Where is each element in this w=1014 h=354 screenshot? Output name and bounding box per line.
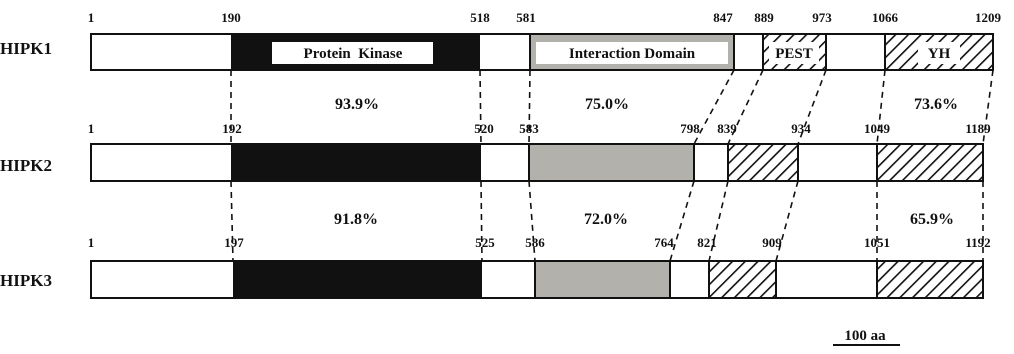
position-label: 973 bbox=[812, 10, 832, 25]
position-label: 1051 bbox=[864, 235, 890, 250]
protein-name: HIPK3 bbox=[0, 271, 52, 290]
connector-line bbox=[728, 70, 763, 144]
connector-line bbox=[776, 181, 798, 261]
protein-row-hipk2 bbox=[0, 144, 983, 181]
identity-interaction-hipk1-hipk2: 75.0% bbox=[585, 96, 629, 113]
position-label: 839 bbox=[717, 121, 737, 136]
protein-name: HIPK1 bbox=[0, 39, 52, 58]
identity-yh-hipk2-hipk3: 65.9% bbox=[910, 211, 954, 228]
kinase-domain bbox=[233, 261, 482, 298]
position-label: 518 bbox=[470, 10, 490, 25]
scale-bar-label: 100 aa bbox=[844, 328, 886, 344]
interaction-domain bbox=[535, 261, 670, 298]
protein-name: HIPK2 bbox=[0, 156, 52, 175]
positions-hipk2 bbox=[88, 121, 991, 136]
kinase-domain bbox=[231, 144, 481, 181]
pest-domain bbox=[709, 261, 776, 298]
position-label: 1 bbox=[87, 121, 95, 136]
identity-interaction-hipk2-hipk3: 72.0% bbox=[584, 211, 628, 228]
connector-line bbox=[709, 181, 728, 261]
position-label: 798 bbox=[680, 121, 700, 136]
position-label: 192 bbox=[222, 121, 242, 136]
position-label: 586 bbox=[525, 235, 545, 250]
kinase-label: Protein Kinase bbox=[303, 46, 403, 62]
yh-domain bbox=[877, 261, 983, 298]
position-label: 847 bbox=[713, 10, 733, 25]
identity-kinase-hipk1-hipk2: 93.9% bbox=[335, 96, 379, 113]
position-label: 1 bbox=[87, 235, 95, 250]
position-label: 1049 bbox=[864, 121, 890, 136]
position-label: 889 bbox=[754, 10, 774, 25]
identity-kinase-hipk2-hipk3: 91.8% bbox=[334, 211, 378, 228]
connector-line bbox=[481, 181, 482, 261]
position-label: 1192 bbox=[965, 235, 991, 250]
yh-label: YH bbox=[927, 46, 951, 62]
position-label: 197 bbox=[224, 235, 244, 250]
position-label: 821 bbox=[697, 235, 717, 250]
position-label: 1066 bbox=[872, 10, 898, 25]
position-label: 190 bbox=[221, 10, 241, 25]
interaction-label: Interaction Domain bbox=[568, 46, 696, 62]
position-label: 909 bbox=[762, 235, 782, 250]
protein-row-hipk1 bbox=[0, 34, 993, 70]
positions-hipk3 bbox=[88, 235, 991, 250]
protein-row-hipk3 bbox=[0, 261, 983, 298]
pest-domain bbox=[728, 144, 798, 181]
yh-domain bbox=[877, 144, 983, 181]
positions-hipk1 bbox=[88, 10, 1002, 25]
position-label: 581 bbox=[516, 10, 536, 25]
position-label: 520 bbox=[474, 121, 494, 136]
position-label: 1209 bbox=[975, 10, 1001, 25]
connector-line bbox=[798, 70, 826, 144]
position-label: 525 bbox=[475, 235, 495, 250]
position-label: 764 bbox=[654, 235, 674, 250]
connector-line bbox=[670, 181, 694, 261]
position-label: 1 bbox=[87, 10, 95, 25]
identity-yh-hipk1-hipk2: 73.6% bbox=[914, 96, 958, 113]
position-label: 583 bbox=[519, 121, 539, 136]
position-label: 1189 bbox=[965, 121, 991, 136]
pest-label: PEST bbox=[775, 46, 813, 62]
position-label: 934 bbox=[791, 121, 811, 136]
interaction-domain bbox=[529, 144, 694, 181]
